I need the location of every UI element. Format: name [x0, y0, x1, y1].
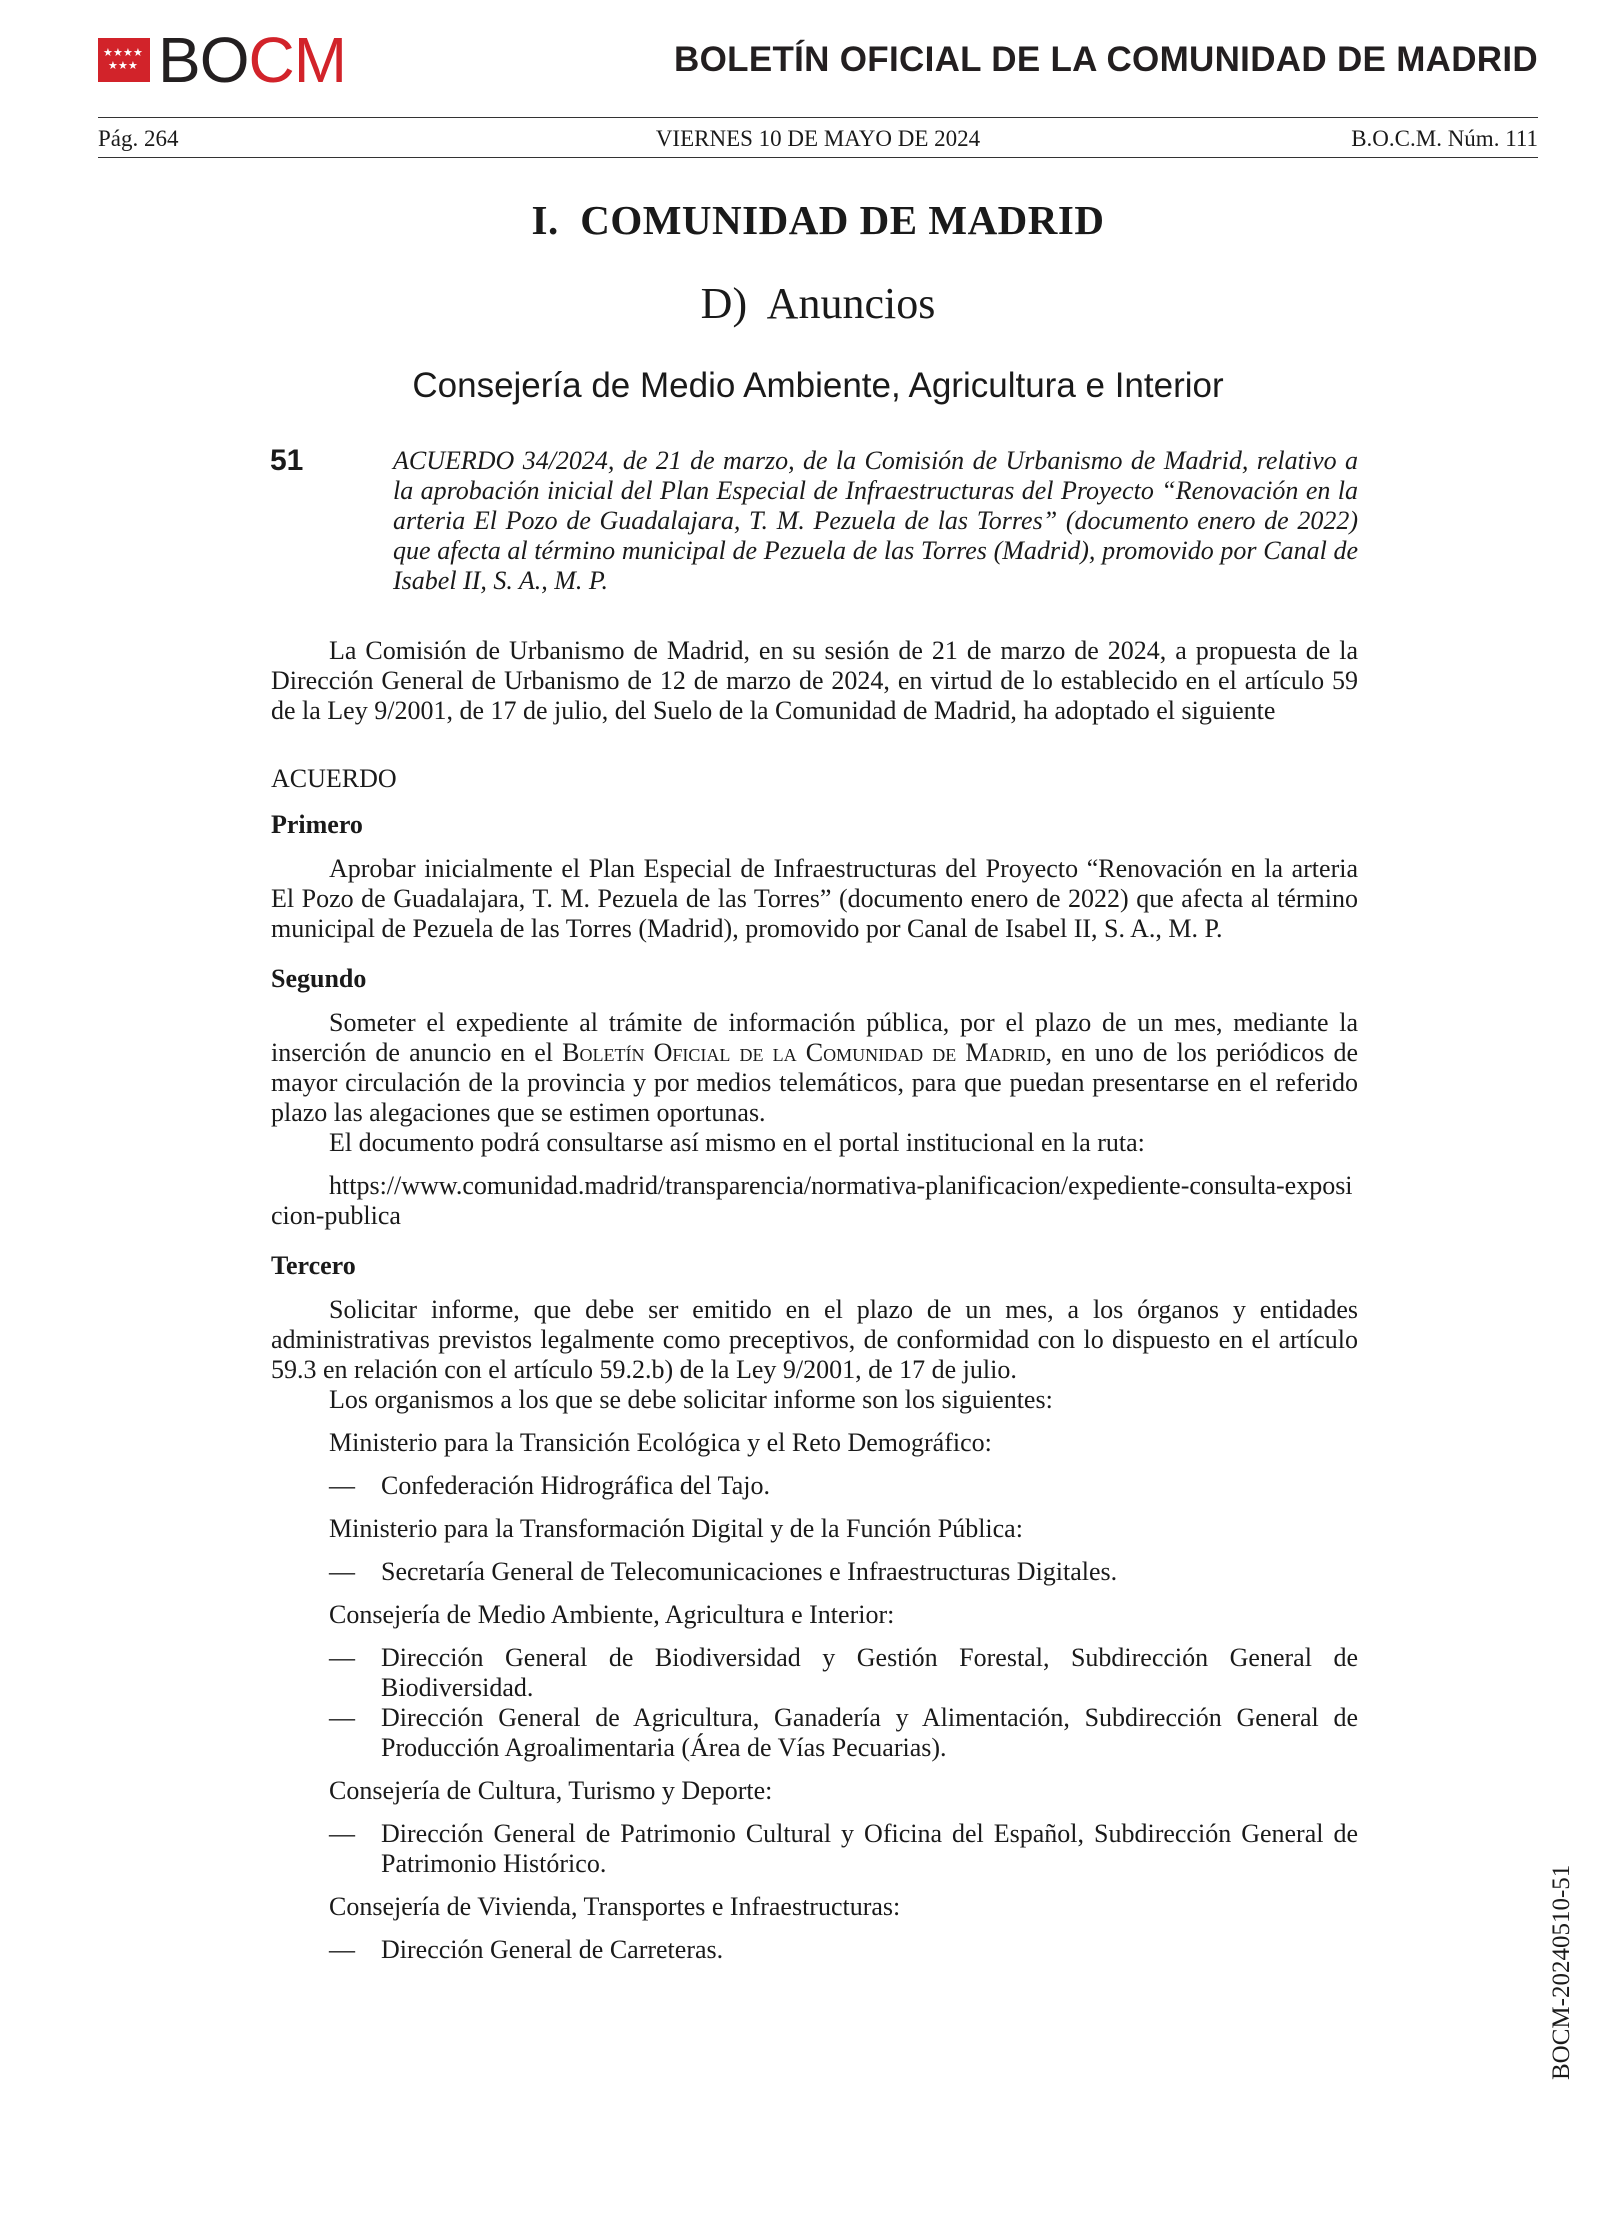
segundo-paragraph-2: El documento podrá consultarse así mismo en el portal institucional en la ruta: — [329, 1128, 1145, 1157]
logo-wordmark: BOCM — [158, 24, 346, 96]
issue-number: B.O.C.M. Núm. 111 — [1351, 126, 1538, 151]
intro-paragraph: La Comisión de Urbanismo de Madrid, en su sesión de 21 de marzo de 2024, a propuesta de la Dirección General de Urbanismo de 12 de marzo de 2024, en virtud de lo establecido en el artículo 59 de la Ley 9/2001, de 17 de julio, del Suelo de la Comunidad de Madrid, ha adoptado el siguiente — [271, 636, 1358, 725]
page-number: Pág. 264 — [98, 126, 179, 151]
acuerdo-label: ACUERDO — [271, 764, 397, 793]
masthead — [98, 24, 1538, 98]
bocm-logo — [98, 24, 346, 96]
list-item: — Confederación Hidrográfica del Tajo. — [329, 1471, 770, 1500]
list-item: — Dirección General de Carreteras. — [329, 1935, 724, 1964]
tercero-paragraph: Solicitar informe, que debe ser emitido en el plazo de un mes, a los órganos y entidades administrativas previstos legalmente como preceptivos, de conformidad con lo dispuesto en el artículo 59.3 en relación con el artículo 59.2.b) de la Ley 9/2001, de 17 de julio. — [271, 1295, 1358, 1384]
header-rule-bottom — [98, 157, 1538, 158]
subsection-title: D) Anuncios — [700, 279, 936, 328]
ministry-label: Consejería de Medio Ambiente, Agricultura e Interior: — [329, 1600, 895, 1629]
list-item: — Dirección General de Biodiversidad y Gestión Forestal, Subdirección General de Biodiversidad. — [329, 1643, 1358, 1702]
ministry-label: Ministerio para la Transformación Digital y de la Función Pública: — [329, 1514, 1023, 1543]
document-id: BOCM-20240510-51 — [1548, 1864, 1575, 2080]
madrid-flag-icon: ★ ★ ★ ★ ★ ★ ★ — [98, 38, 150, 82]
list-item: — Dirección General de Agricultura, Ganadería y Alimentación, Subdirección General de Producción Agroalimentaria (Área de Vías Pecuarias). — [329, 1703, 1358, 1762]
journal-title: BOLETÍN OFICIAL DE LA COMUNIDAD DE MADRID — [674, 40, 1538, 79]
heading-primero: Primero — [271, 810, 363, 839]
heading-tercero: Tercero — [271, 1251, 356, 1280]
portal-url: https://www.comunidad.madrid/transparencia/normativa-planificacion/expediente-consulta-exposicion-publica — [271, 1171, 1353, 1230]
folio-line — [98, 124, 1538, 154]
list-item: — Dirección General de Patrimonio Cultural y Oficina del Español, Subdirección General de Patrimonio Histórico. — [329, 1819, 1358, 1878]
announcement-summary: ACUERDO 34/2024, de 21 de marzo, de la Comisión de Urbanismo de Madrid, relativo a la aprobación inicial del Plan Especial de Infraestructuras del Proyecto “Renovación en la arteria El Pozo de Guadalajara, T. M. Pezuela de las Torres” (documento enero de 2022) que afecta al término municipal de Pezuela de las Torres (Madrid), promovido por Canal de Isabel II, S. A., M. P. — [393, 446, 1358, 595]
heading-segundo: Segundo — [271, 964, 367, 993]
tercero-paragraph-2: Los organismos a los que se debe solicitar informe son los siguientes: — [329, 1385, 1053, 1414]
segundo-paragraph: Someter el expediente al trámite de información pública, por el plazo de un mes, mediante la inserción de anuncio en el Boletín Oficial de la Comunidad de Madrid, en uno de los periódicos de mayor circulación de la provincia y por medios telemáticos, para que puedan presentarse en el referido plazo las alegaciones que se estimen oportunas. — [271, 1008, 1359, 1127]
ministry-label: Consejería de Vivienda, Transportes e Infraestructuras: — [329, 1892, 901, 1921]
list-item: — Secretaría General de Telecomunicaciones e Infraestructuras Digitales. — [329, 1557, 1118, 1586]
department-title: Consejería de Medio Ambiente, Agricultura e Interior — [412, 366, 1224, 405]
announcement-number: 51 — [270, 444, 304, 477]
primero-paragraph: Aprobar inicialmente el Plan Especial de Infraestructuras del Proyecto “Renovación en la arteria El Pozo de Guadalajara, T. M. Pezuela de las Torres” (documento enero de 2022) que afecta al término municipal de Pezuela de las Torres (Madrid), promovido por Canal de Isabel II, S. A., M. P. — [271, 854, 1358, 943]
ministry-label: Consejería de Cultura, Turismo y Deporte: — [329, 1776, 773, 1805]
header-rule-top — [98, 117, 1538, 118]
announcement-body — [271, 636, 1358, 1965]
section-title: I. COMUNIDAD DE MADRID — [531, 197, 1105, 243]
ministry-label: Ministerio para la Transición Ecológica y el Reto Demográfico: — [329, 1428, 992, 1457]
issue-date: VIERNES 10 DE MAYO DE 2024 — [655, 126, 981, 151]
